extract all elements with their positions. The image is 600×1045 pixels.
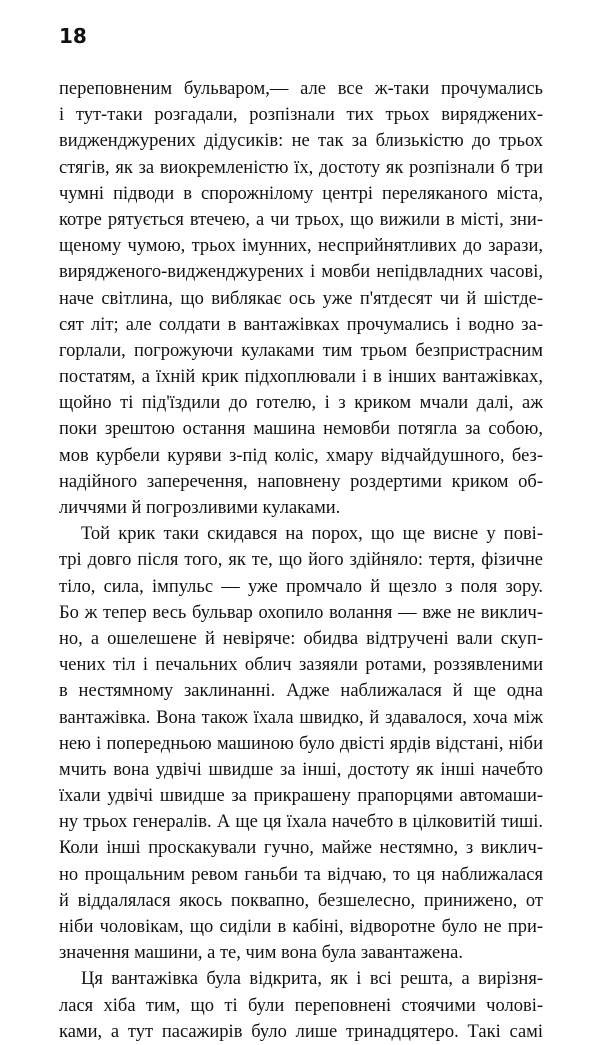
text-line: в нестямному заклинанні. Адже наближалася й ще одна (59, 681, 543, 702)
text-line: значення машини, а те, чим вона була завантажена. (59, 943, 463, 964)
text-line: й віддалялася якось поквапно, безшелесно, принижено, от (59, 890, 543, 911)
text-line: Коли інші проскакували гучно, майже нестямно, з виклич- (59, 838, 543, 859)
text-line: но прощальним ревом ганьби та відчаю, то ця наближалася (59, 864, 543, 885)
text-line: надійного заперечення, наповнену роздертими криком об- (59, 471, 543, 492)
text-line: мчить вона удвічі швидше за інші, достоту як інші начебто (59, 759, 543, 780)
text-line: чумні підводи в спорожнілому центрі переляканого міста, (59, 183, 543, 204)
text-line: Той крик таки скидався на порох, що ще висне у пові- (81, 524, 543, 545)
text-line: переповненим бульваром,— але все ж-таки прочумались (59, 79, 543, 99)
text-line: котре рятується втечею, а чи трьох, що вижили в місті, зни- (59, 209, 543, 230)
text-line: їхали удвічі швидше за прикрашену прапорцями автомаши- (59, 786, 543, 807)
page-number: 18 (59, 24, 87, 48)
text-line: видженджурених дідусиків: не так за близькістю до трьох (59, 131, 543, 152)
text-line: мов курбели куряви з-під коліс, хмару відчайдушного, без- (59, 445, 543, 466)
text-line: і тут-таки розгадали, розпізнали тих трьох виряджених- (59, 105, 543, 126)
text-line: трі довго після того, як те, що його здійняло: тертя, фізичне (59, 550, 543, 571)
text-line: щойно ті під'їздили до готелю, і з криком мчали далі, аж (59, 393, 543, 414)
text-line: поки зрештою остання машина немовби потягла за собою, (59, 419, 543, 440)
text-line: наче світлина, що виблякає ось уже п'ятдесят чи й шістде- (59, 288, 543, 309)
text-line: ніби чоловікам, що сиділи в кабіні, відворотне було не при- (59, 917, 543, 937)
text-line: вантажівка. Вона також їхала швидко, й здавалося, хоча між (59, 707, 543, 728)
text-line: тіло, сила, імпульс — уже промчало й щезло з поля зору. (59, 576, 543, 597)
text-line: лася хіба тим, що ті були переповнені стоячими чолові- (59, 995, 543, 1016)
text-line: сят літ; але солдати в вантажівках прочумались і водно за- (59, 314, 543, 335)
text-line: ками, а тут пасажирів було лише тринадцятеро. Такі самі (59, 1021, 543, 1042)
text-line: Ця вантажівка була відкрита, як і всі решта, а вирізня- (81, 969, 543, 990)
text-line: постатям, а їхній крик підхоплювали і в інших вантажівках, (59, 367, 543, 388)
text-line: стягів, як за виокремленістю їх, достоту як розпізнали б три (59, 157, 543, 178)
text-line: нею і попередньою машиною було двісті ярдів відстані, ніби (59, 733, 543, 754)
body-text (59, 76, 543, 1045)
text-line: Бо ж тепер весь бульвар охопило волання — вже не виклич- (59, 602, 543, 623)
text-line: чених тіл і печальних облич зазяяли ротами, роззявленими (59, 655, 543, 676)
text-line: щеному чумою, трьох імунних, несприйнятливих до зарази, (59, 236, 543, 257)
text-line: ну трьох генералів. А ще ця їхала начебто в цілковитій тиші. (59, 812, 543, 833)
text-line: вирядженого-видженджурених і мовби непідвладних часові, (59, 262, 543, 283)
text-line: но, а ошелешене й невіряче: обидва відтручені вали скуп- (59, 628, 543, 649)
text-line: личчями й погрозливими кулаками. (59, 498, 341, 518)
text-line: горлали, погрожуючи кулаками тим трьом безпристрасним (59, 340, 543, 361)
